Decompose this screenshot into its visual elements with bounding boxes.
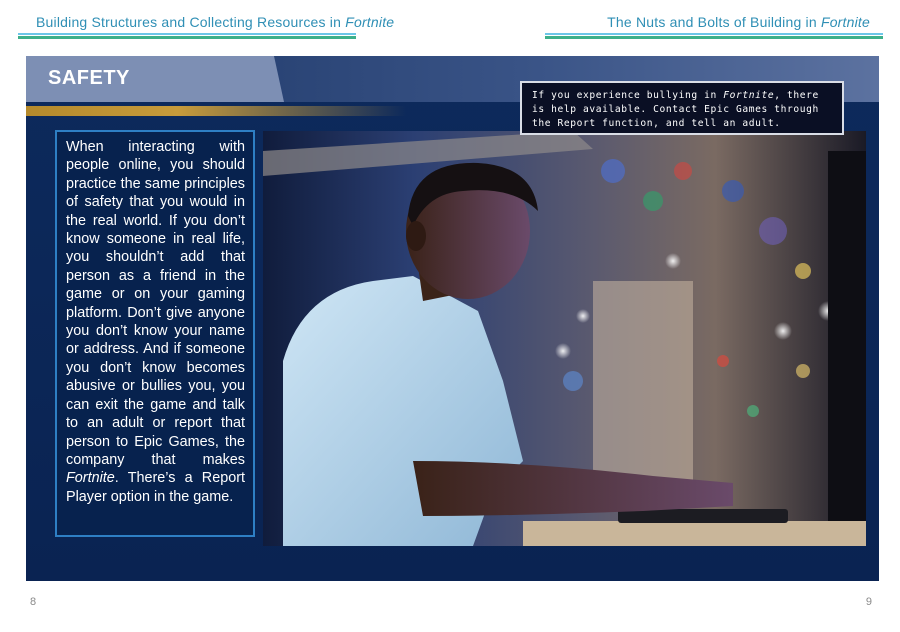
page-number-right: 9 — [865, 596, 872, 608]
running-header-right-text: The Nuts and Bolts of Building in — [607, 14, 821, 30]
running-header-left-text: Building Structures and Collecting Resources in — [36, 14, 346, 30]
gold-stripe — [26, 106, 406, 116]
body-paragraph — [66, 138, 245, 506]
running-header-right-italic: Fortnite — [820, 14, 870, 30]
section-title: SAFETY — [48, 67, 130, 89]
running-header-right — [607, 14, 870, 30]
photo-illustration — [263, 131, 866, 546]
running-header-left — [36, 14, 394, 30]
callout-text-part1: If you experience bullying in — [532, 90, 724, 101]
body-text-part1: When interacting with people online, you should practice the same principles of safety that you would in the real world. If you don’t know someone in real life, you shouldn’t add that person as a friend in the game or on your gaming platform. Don’t give anyone you don’t know your name or address. And if someone you don’t know becomes abusive or bullies you, you can exit the game and talk to an adult or report that person to Epic Games, the company that makes — [66, 139, 245, 468]
callout-text — [532, 89, 832, 131]
header-rule-right — [545, 33, 883, 39]
photo-boy-at-computer — [263, 131, 866, 546]
running-header-left-italic: Fortnite — [345, 14, 395, 30]
help-callout — [520, 81, 844, 135]
body-text-part2: . There’s a Report Player option in the game. — [66, 470, 245, 505]
page-number-left: 8 — [30, 596, 37, 608]
body-textbox — [55, 130, 255, 537]
header-rule-left — [18, 33, 356, 39]
callout-text-italic: Fortnite — [723, 90, 775, 101]
body-text-italic: Fortnite — [66, 470, 115, 487]
callout-text-part2: , there is help available. Contact Epic Games through the Report function, and tell an adult. — [532, 90, 819, 129]
